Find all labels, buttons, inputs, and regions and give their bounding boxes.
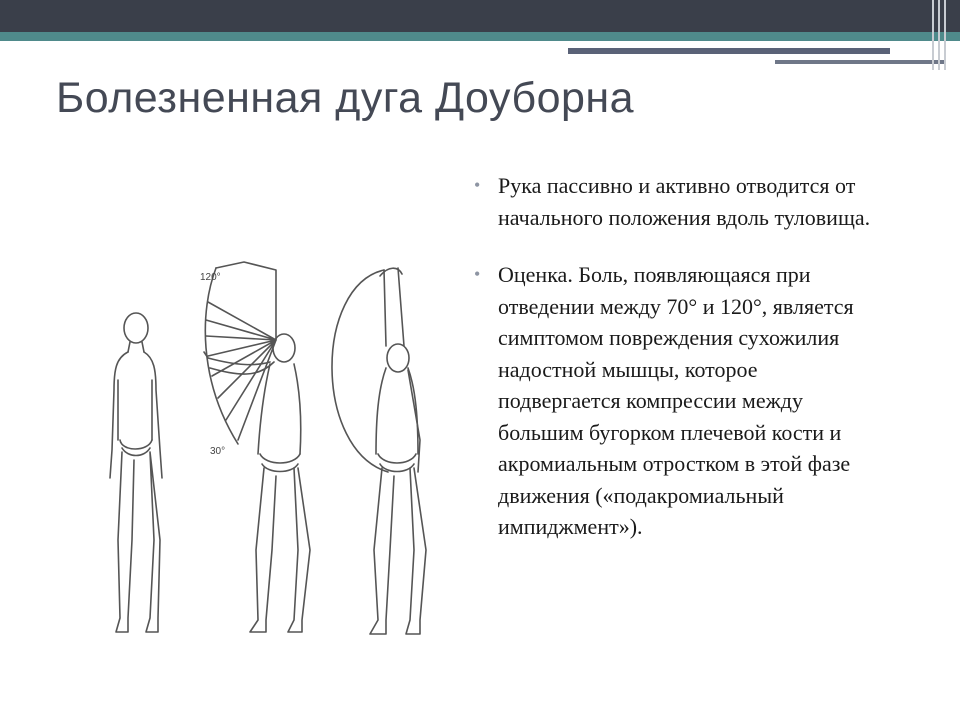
bullet-dot-icon: • <box>474 175 481 195</box>
slide-title: Болезненная дуга Доуборна <box>56 74 635 122</box>
header-teal-band <box>0 32 960 41</box>
header-dark-band <box>0 0 960 32</box>
bullet-item <box>472 259 872 543</box>
header-accent-line-short <box>775 60 945 64</box>
bullet-text: Рука пассивно и активно отводится от начального положения вдоль туловища. <box>498 173 871 230</box>
figure-arm-abducted-with-arc <box>200 262 310 632</box>
figure-standing-arms-down <box>110 313 162 632</box>
angle-label-120: 120° <box>200 272 221 283</box>
header-accent-line <box>568 48 890 54</box>
angle-label-30: 30° <box>210 446 226 457</box>
bullet-dot-icon: • <box>474 264 481 284</box>
painful-arc-illustration <box>88 240 468 660</box>
bullet-item <box>472 170 872 233</box>
figure-arm-raised-overhead <box>332 268 426 634</box>
bullet-text: Оценка. Боль, появляющаяся при отведении между 70° и 120°, является симптомом повреждения сухожилия надостной мышцы, которое подвергается компрессии между большим бугорком плечевой кости и акромиальным отростком в этой фазе движения («подакромиальный импиджмент»). <box>498 262 854 539</box>
header-edge-lines <box>928 0 952 70</box>
bullet-list <box>472 170 872 569</box>
